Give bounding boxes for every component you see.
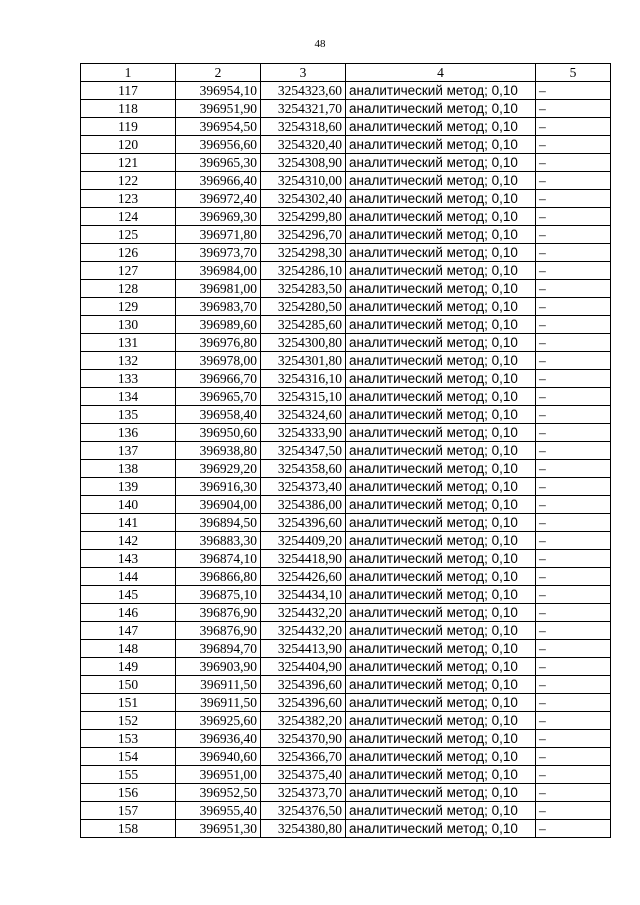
table-row (81, 532, 611, 550)
method-cell: аналитический метод; 0,10 (346, 694, 536, 712)
x-coordinate-cell: 396966,70 (176, 370, 261, 388)
table-row (81, 730, 611, 748)
note-cell: – (536, 532, 611, 550)
x-coordinate-cell: 396903,90 (176, 658, 261, 676)
table-row (81, 604, 611, 622)
method-cell: аналитический метод; 0,10 (346, 172, 536, 190)
table-row (81, 784, 611, 802)
point-number-cell: 145 (81, 586, 176, 604)
y-coordinate-cell: 3254299,80 (261, 208, 346, 226)
y-coordinate-cell: 3254432,20 (261, 604, 346, 622)
method-cell: аналитический метод; 0,10 (346, 802, 536, 820)
point-number-cell: 136 (81, 424, 176, 442)
y-coordinate-cell: 3254413,90 (261, 640, 346, 658)
method-cell: аналитический метод; 0,10 (346, 100, 536, 118)
y-coordinate-cell: 3254386,00 (261, 496, 346, 514)
note-cell: – (536, 208, 611, 226)
table-row (81, 622, 611, 640)
x-coordinate-cell: 396978,00 (176, 352, 261, 370)
point-number-cell: 143 (81, 550, 176, 568)
note-cell: – (536, 298, 611, 316)
coordinates-table (80, 63, 611, 838)
table-header-row (81, 64, 611, 82)
y-coordinate-cell: 3254324,60 (261, 406, 346, 424)
point-number-cell: 121 (81, 154, 176, 172)
method-cell: аналитический метод; 0,10 (346, 244, 536, 262)
point-number-cell: 142 (81, 532, 176, 550)
x-coordinate-cell: 396904,00 (176, 496, 261, 514)
method-cell: аналитический метод; 0,10 (346, 190, 536, 208)
method-cell: аналитический метод; 0,10 (346, 568, 536, 586)
point-number-cell: 157 (81, 802, 176, 820)
note-cell: – (536, 658, 611, 676)
table-row (81, 334, 611, 352)
note-cell: – (536, 748, 611, 766)
x-coordinate-cell: 396938,80 (176, 442, 261, 460)
note-cell: – (536, 424, 611, 442)
x-coordinate-cell: 396911,50 (176, 676, 261, 694)
point-number-cell: 153 (81, 730, 176, 748)
x-coordinate-cell: 396976,80 (176, 334, 261, 352)
x-coordinate-cell: 396973,70 (176, 244, 261, 262)
y-coordinate-cell: 3254396,60 (261, 694, 346, 712)
y-coordinate-cell: 3254316,10 (261, 370, 346, 388)
method-cell: аналитический метод; 0,10 (346, 820, 536, 838)
method-cell: аналитический метод; 0,10 (346, 118, 536, 136)
table-row (81, 820, 611, 838)
method-cell: аналитический метод; 0,10 (346, 784, 536, 802)
method-cell: аналитический метод; 0,10 (346, 334, 536, 352)
method-cell: аналитический метод; 0,10 (346, 730, 536, 748)
point-number-cell: 129 (81, 298, 176, 316)
note-cell: – (536, 784, 611, 802)
x-coordinate-cell: 396989,60 (176, 316, 261, 334)
x-coordinate-cell: 396916,30 (176, 478, 261, 496)
table-row (81, 82, 611, 100)
point-number-cell: 146 (81, 604, 176, 622)
table-row (81, 496, 611, 514)
table-row (81, 172, 611, 190)
column-header: 4 (346, 64, 536, 82)
x-coordinate-cell: 396894,50 (176, 514, 261, 532)
x-coordinate-cell: 396965,70 (176, 388, 261, 406)
method-cell: аналитический метод; 0,10 (346, 406, 536, 424)
y-coordinate-cell: 3254320,40 (261, 136, 346, 154)
y-coordinate-cell: 3254283,50 (261, 280, 346, 298)
method-cell: аналитический метод; 0,10 (346, 712, 536, 730)
x-coordinate-cell: 396984,00 (176, 262, 261, 280)
method-cell: аналитический метод; 0,10 (346, 82, 536, 100)
x-coordinate-cell: 396951,00 (176, 766, 261, 784)
point-number-cell: 122 (81, 172, 176, 190)
y-coordinate-cell: 3254310,00 (261, 172, 346, 190)
method-cell: аналитический метод; 0,10 (346, 766, 536, 784)
table-row (81, 460, 611, 478)
method-cell: аналитический метод; 0,10 (346, 532, 536, 550)
point-number-cell: 151 (81, 694, 176, 712)
y-coordinate-cell: 3254333,90 (261, 424, 346, 442)
point-number-cell: 134 (81, 388, 176, 406)
x-coordinate-cell: 396958,40 (176, 406, 261, 424)
note-cell: – (536, 550, 611, 568)
y-coordinate-cell: 3254434,10 (261, 586, 346, 604)
y-coordinate-cell: 3254308,90 (261, 154, 346, 172)
y-coordinate-cell: 3254409,20 (261, 532, 346, 550)
note-cell: – (536, 406, 611, 424)
point-number-cell: 141 (81, 514, 176, 532)
y-coordinate-cell: 3254375,40 (261, 766, 346, 784)
table-row (81, 442, 611, 460)
point-number-cell: 150 (81, 676, 176, 694)
point-number-cell: 155 (81, 766, 176, 784)
note-cell: – (536, 442, 611, 460)
method-cell: аналитический метод; 0,10 (346, 622, 536, 640)
point-number-cell: 152 (81, 712, 176, 730)
note-cell: – (536, 820, 611, 838)
y-coordinate-cell: 3254285,60 (261, 316, 346, 334)
x-coordinate-cell: 396955,40 (176, 802, 261, 820)
point-number-cell: 149 (81, 658, 176, 676)
y-coordinate-cell: 3254321,70 (261, 100, 346, 118)
x-coordinate-cell: 396954,50 (176, 118, 261, 136)
method-cell: аналитический метод; 0,10 (346, 424, 536, 442)
note-cell: – (536, 802, 611, 820)
table-row (81, 136, 611, 154)
y-coordinate-cell: 3254373,40 (261, 478, 346, 496)
method-cell: аналитический метод; 0,10 (346, 442, 536, 460)
method-cell: аналитический метод; 0,10 (346, 388, 536, 406)
method-cell: аналитический метод; 0,10 (346, 154, 536, 172)
column-header: 5 (536, 64, 611, 82)
x-coordinate-cell: 396894,70 (176, 640, 261, 658)
note-cell: – (536, 478, 611, 496)
note-cell: – (536, 640, 611, 658)
table-row (81, 568, 611, 586)
note-cell: – (536, 676, 611, 694)
point-number-cell: 124 (81, 208, 176, 226)
y-coordinate-cell: 3254323,60 (261, 82, 346, 100)
y-coordinate-cell: 3254426,60 (261, 568, 346, 586)
y-coordinate-cell: 3254280,50 (261, 298, 346, 316)
x-coordinate-cell: 396965,30 (176, 154, 261, 172)
y-coordinate-cell: 3254300,80 (261, 334, 346, 352)
y-coordinate-cell: 3254418,90 (261, 550, 346, 568)
point-number-cell: 138 (81, 460, 176, 478)
note-cell: – (536, 136, 611, 154)
y-coordinate-cell: 3254286,10 (261, 262, 346, 280)
x-coordinate-cell: 396911,50 (176, 694, 261, 712)
table-row (81, 550, 611, 568)
table-row (81, 658, 611, 676)
point-number-cell: 126 (81, 244, 176, 262)
x-coordinate-cell: 396951,90 (176, 100, 261, 118)
method-cell: аналитический метод; 0,10 (346, 550, 536, 568)
column-header: 1 (81, 64, 176, 82)
x-coordinate-cell: 396866,80 (176, 568, 261, 586)
page-number: 48 (314, 38, 326, 50)
point-number-cell: 133 (81, 370, 176, 388)
table-row (81, 748, 611, 766)
table-row (81, 298, 611, 316)
table-row (81, 676, 611, 694)
method-cell: аналитический метод; 0,10 (346, 370, 536, 388)
note-cell: – (536, 172, 611, 190)
note-cell: – (536, 766, 611, 784)
y-coordinate-cell: 3254373,70 (261, 784, 346, 802)
x-coordinate-cell: 396966,40 (176, 172, 261, 190)
x-coordinate-cell: 396925,60 (176, 712, 261, 730)
x-coordinate-cell: 396936,40 (176, 730, 261, 748)
table-row (81, 424, 611, 442)
note-cell: – (536, 352, 611, 370)
note-cell: – (536, 370, 611, 388)
table-row (81, 100, 611, 118)
table-row (81, 694, 611, 712)
table-row (81, 118, 611, 136)
x-coordinate-cell: 396951,30 (176, 820, 261, 838)
x-coordinate-cell: 396883,30 (176, 532, 261, 550)
y-coordinate-cell: 3254302,40 (261, 190, 346, 208)
x-coordinate-cell: 396876,90 (176, 622, 261, 640)
method-cell: аналитический метод; 0,10 (346, 640, 536, 658)
method-cell: аналитический метод; 0,10 (346, 478, 536, 496)
note-cell: – (536, 514, 611, 532)
point-number-cell: 127 (81, 262, 176, 280)
point-number-cell: 118 (81, 100, 176, 118)
method-cell: аналитический метод; 0,10 (346, 748, 536, 766)
note-cell: – (536, 190, 611, 208)
point-number-cell: 123 (81, 190, 176, 208)
point-number-cell: 156 (81, 784, 176, 802)
table-row (81, 766, 611, 784)
y-coordinate-cell: 3254358,60 (261, 460, 346, 478)
y-coordinate-cell: 3254296,70 (261, 226, 346, 244)
note-cell: – (536, 226, 611, 244)
method-cell: аналитический метод; 0,10 (346, 658, 536, 676)
y-coordinate-cell: 3254347,50 (261, 442, 346, 460)
point-number-cell: 139 (81, 478, 176, 496)
point-number-cell: 128 (81, 280, 176, 298)
x-coordinate-cell: 396950,60 (176, 424, 261, 442)
x-coordinate-cell: 396981,00 (176, 280, 261, 298)
x-coordinate-cell: 396983,70 (176, 298, 261, 316)
point-number-cell: 132 (81, 352, 176, 370)
x-coordinate-cell: 396956,60 (176, 136, 261, 154)
point-number-cell: 125 (81, 226, 176, 244)
table-row (81, 370, 611, 388)
x-coordinate-cell: 396971,80 (176, 226, 261, 244)
note-cell: – (536, 712, 611, 730)
table-row (81, 208, 611, 226)
note-cell: – (536, 316, 611, 334)
point-number-cell: 154 (81, 748, 176, 766)
note-cell: – (536, 334, 611, 352)
point-number-cell: 158 (81, 820, 176, 838)
method-cell: аналитический метод; 0,10 (346, 136, 536, 154)
table-body (81, 82, 611, 838)
note-cell: – (536, 568, 611, 586)
note-cell: – (536, 118, 611, 136)
note-cell: – (536, 100, 611, 118)
table-row (81, 226, 611, 244)
method-cell: аналитический метод; 0,10 (346, 586, 536, 604)
table-row (81, 190, 611, 208)
note-cell: – (536, 496, 611, 514)
column-header: 3 (261, 64, 346, 82)
table-row (81, 802, 611, 820)
table-row (81, 514, 611, 532)
point-number-cell: 117 (81, 82, 176, 100)
table-row (81, 388, 611, 406)
x-coordinate-cell: 396954,10 (176, 82, 261, 100)
note-cell: – (536, 244, 611, 262)
point-number-cell: 130 (81, 316, 176, 334)
y-coordinate-cell: 3254318,60 (261, 118, 346, 136)
table-row (81, 586, 611, 604)
x-coordinate-cell: 396929,20 (176, 460, 261, 478)
y-coordinate-cell: 3254376,50 (261, 802, 346, 820)
y-coordinate-cell: 3254396,60 (261, 514, 346, 532)
point-number-cell: 137 (81, 442, 176, 460)
method-cell: аналитический метод; 0,10 (346, 514, 536, 532)
table-row (81, 712, 611, 730)
method-cell: аналитический метод; 0,10 (346, 316, 536, 334)
table-row (81, 352, 611, 370)
method-cell: аналитический метод; 0,10 (346, 604, 536, 622)
point-number-cell: 119 (81, 118, 176, 136)
y-coordinate-cell: 3254380,80 (261, 820, 346, 838)
y-coordinate-cell: 3254382,20 (261, 712, 346, 730)
note-cell: – (536, 460, 611, 478)
table-row (81, 640, 611, 658)
x-coordinate-cell: 396875,10 (176, 586, 261, 604)
method-cell: аналитический метод; 0,10 (346, 460, 536, 478)
point-number-cell: 148 (81, 640, 176, 658)
method-cell: аналитический метод; 0,10 (346, 352, 536, 370)
note-cell: – (536, 388, 611, 406)
method-cell: аналитический метод; 0,10 (346, 496, 536, 514)
point-number-cell: 135 (81, 406, 176, 424)
x-coordinate-cell: 396952,50 (176, 784, 261, 802)
point-number-cell: 144 (81, 568, 176, 586)
table-row (81, 316, 611, 334)
table-row (81, 244, 611, 262)
x-coordinate-cell: 396874,10 (176, 550, 261, 568)
point-number-cell: 147 (81, 622, 176, 640)
note-cell: – (536, 604, 611, 622)
method-cell: аналитический метод; 0,10 (346, 676, 536, 694)
y-coordinate-cell: 3254370,90 (261, 730, 346, 748)
note-cell: – (536, 694, 611, 712)
column-header: 2 (176, 64, 261, 82)
y-coordinate-cell: 3254396,60 (261, 676, 346, 694)
method-cell: аналитический метод; 0,10 (346, 298, 536, 316)
x-coordinate-cell: 396972,40 (176, 190, 261, 208)
method-cell: аналитический метод; 0,10 (346, 226, 536, 244)
table-row (81, 478, 611, 496)
y-coordinate-cell: 3254315,10 (261, 388, 346, 406)
y-coordinate-cell: 3254366,70 (261, 748, 346, 766)
note-cell: – (536, 262, 611, 280)
y-coordinate-cell: 3254404,90 (261, 658, 346, 676)
point-number-cell: 131 (81, 334, 176, 352)
method-cell: аналитический метод; 0,10 (346, 208, 536, 226)
x-coordinate-cell: 396940,60 (176, 748, 261, 766)
y-coordinate-cell: 3254432,20 (261, 622, 346, 640)
x-coordinate-cell: 396876,90 (176, 604, 261, 622)
note-cell: – (536, 586, 611, 604)
y-coordinate-cell: 3254298,30 (261, 244, 346, 262)
table-row (81, 280, 611, 298)
note-cell: – (536, 280, 611, 298)
table-row (81, 262, 611, 280)
method-cell: аналитический метод; 0,10 (346, 280, 536, 298)
method-cell: аналитический метод; 0,10 (346, 262, 536, 280)
note-cell: – (536, 82, 611, 100)
note-cell: – (536, 154, 611, 172)
note-cell: – (536, 622, 611, 640)
table-row (81, 154, 611, 172)
note-cell: – (536, 730, 611, 748)
table-row (81, 406, 611, 424)
point-number-cell: 140 (81, 496, 176, 514)
x-coordinate-cell: 396969,30 (176, 208, 261, 226)
y-coordinate-cell: 3254301,80 (261, 352, 346, 370)
point-number-cell: 120 (81, 136, 176, 154)
